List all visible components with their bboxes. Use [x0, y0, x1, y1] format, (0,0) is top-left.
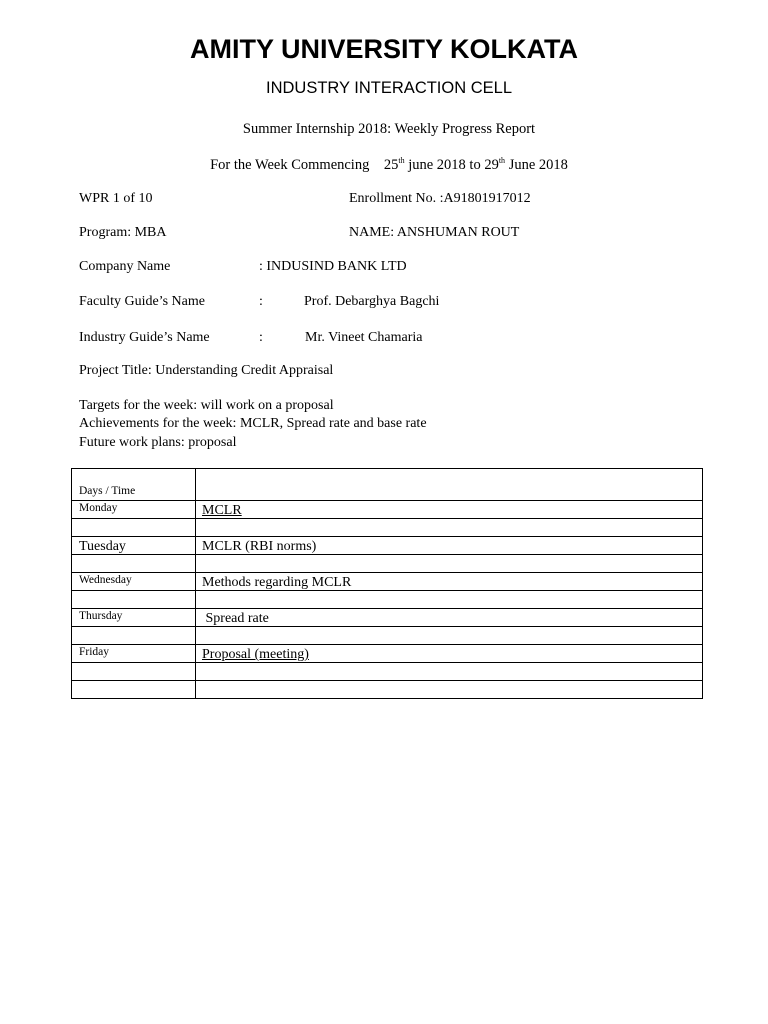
faculty-guide-value: Prof. Debarghya Bagchi — [304, 294, 440, 309]
table-row — [72, 555, 703, 573]
faculty-guide-label: Faculty Guide’s Name — [79, 294, 205, 309]
targets-line: Targets for the week: will work on a proposal — [79, 398, 334, 413]
future-plans-line: Future work plans: proposal — [79, 435, 237, 450]
week-end-rest: June 2018 — [505, 157, 568, 173]
week-start-day: 25 — [383, 157, 399, 173]
enrollment-number: Enrollment No. :A91801917012 — [349, 191, 531, 206]
industry-guide-value: Mr. Vineet Chamaria — [305, 330, 423, 345]
header-days-cell: Days / Time — [72, 469, 196, 501]
cell-subtitle: INDUSTRY INTERACTION CELL — [265, 79, 513, 97]
table-row — [72, 501, 703, 519]
day-cell: Thursday — [72, 609, 196, 627]
day-cell: Friday — [72, 645, 196, 663]
table-row — [72, 537, 703, 555]
student-name: NAME: ANSHUMAN ROUT — [349, 225, 520, 240]
day-cell: Wednesday — [72, 573, 196, 591]
task-cell: Proposal (meeting) — [196, 645, 703, 663]
task-cell: MCLR — [196, 501, 703, 519]
faculty-guide-colon: : — [259, 294, 263, 309]
project-title: Project Title: Understanding Credit Appraisal — [79, 363, 334, 378]
day-cell: Tuesday — [72, 537, 196, 555]
schedule-table — [71, 468, 703, 699]
week-start-rest: june 2018 to 29 — [404, 157, 499, 173]
company-value: : INDUSIND BANK LTD — [259, 259, 407, 274]
week-prefix: For the Week Commencing — [210, 157, 370, 173]
industry-guide-colon: : — [259, 330, 263, 345]
week-range — [0, 156, 768, 174]
industry-guide-label: Industry Guide’s Name — [79, 330, 210, 345]
table-row — [72, 519, 703, 537]
week-end-sup: th — [498, 156, 506, 165]
day-cell: Monday — [72, 501, 196, 519]
achievements-line: Achievements for the week: MCLR, Spread rate and base rate — [79, 416, 427, 431]
task-cell: MCLR (RBI norms) — [196, 537, 703, 555]
table-row — [72, 681, 703, 699]
table-header-row — [72, 469, 703, 501]
task-cell: Spread rate — [196, 609, 703, 627]
company-label: Company Name — [79, 259, 171, 274]
report-title: Summer Internship 2018: Weekly Progress Report — [242, 121, 536, 137]
program: Program: MBA — [79, 225, 167, 240]
table-row — [72, 573, 703, 591]
table-row — [72, 591, 703, 609]
table-row — [72, 627, 703, 645]
university-title: AMITY UNIVERSITY KOLKATA — [189, 34, 579, 64]
wpr-number: WPR 1 of 10 — [79, 191, 153, 206]
table-row — [72, 609, 703, 627]
header-empty-cell — [196, 469, 703, 501]
table-row — [72, 645, 703, 663]
table-row — [72, 663, 703, 681]
week-start-sup: th — [398, 156, 405, 165]
task-cell: Methods regarding MCLR — [196, 573, 703, 591]
